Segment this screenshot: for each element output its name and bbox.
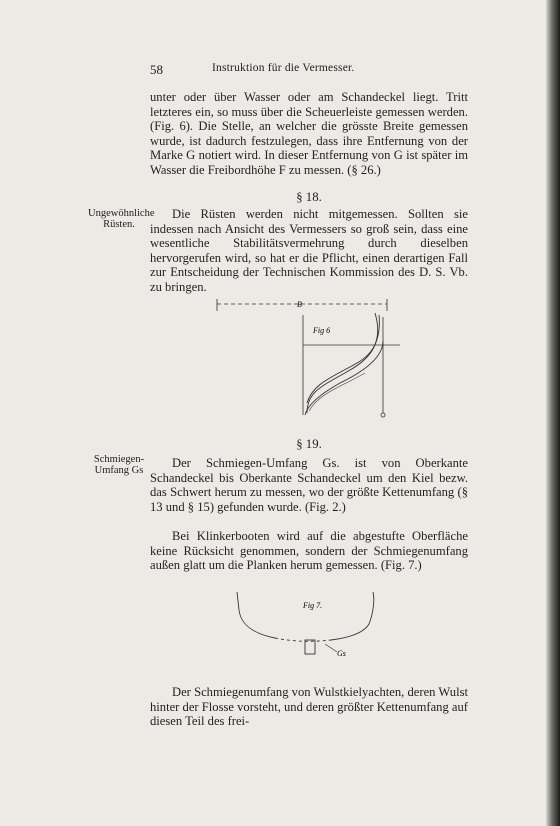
figure-6-drawing xyxy=(215,295,415,430)
figure-6-hull-curve-4 xyxy=(309,373,365,411)
book-binding-edge xyxy=(546,0,560,826)
figure-7-drawing xyxy=(225,590,385,670)
figure-7-label-gs: Gs xyxy=(337,649,346,658)
margin-note-ruesten: Ungewöhnliche Rüsten. xyxy=(88,208,155,230)
page-number: 58 xyxy=(150,62,163,77)
figure-6-caption: Fig 6 xyxy=(313,326,331,335)
paragraph-ruesten: Die Rüsten werden nicht mitgemessen. Sollten sie indessen nach Ansicht des Vermessers so groß sein, dass eine wesentliche Stabilitätsvermehrung durch dieselben hervorgerufen wird, so hat er die Pflicht, einen derartigen Fall zur Entscheidung der Technischen Kommission des D. S. Vb. zu bringen. xyxy=(150,207,468,294)
paragraph-grosste-breite: unter oder über Wasser oder am Schandeckel liegt. Tritt letzteres ein, so muss über die Scheuerleiste gemessen werden. (Fig. 6). Die Stelle, an welcher die grösste Breite gemessen wurde, ist dadurch festzulegen, dass ihre Entfernung von der Marke G notiert wird. In dieser Entfernung von G ist später im Wasser die Freibordhöhe F zu messen. (§ 26.) xyxy=(150,90,468,177)
figure-7-keel xyxy=(305,640,315,654)
figure-6-mark xyxy=(381,413,385,417)
figure-7-hull-left xyxy=(237,592,275,638)
section-heading-19: § 19. xyxy=(296,437,322,451)
figure-6-label-b: B xyxy=(297,300,302,309)
section-heading-18: § 18. xyxy=(296,190,322,204)
running-title: Instruktion für die Vermesser. xyxy=(212,62,355,74)
paragraph-klinkerboote: Bei Klinkerbooten wird auf die abgestufte Oberfläche keine Rücksicht genommen, sondern der Schmiegenumfang außen glatt um die Planken herum gemessen. (Fig. 7.) xyxy=(150,529,468,573)
paragraph-wulstkielyachten: Der Schmiegenumfang von Wulstkielyachten, deren Wulst hinter der Flosse vorsteht, und deren größter Kettenumfang auf diesen Teil des frei- xyxy=(150,685,468,729)
figure-7-caption: Fig 7. xyxy=(303,601,323,610)
figure-7-pointer xyxy=(325,644,337,652)
figure-7-bottom xyxy=(275,638,331,641)
paragraph-schmiegen-umfang: Der Schmiegen-Umfang Gs. ist von Oberkante Schandeckel bis Oberkante Schandeckel um den Kiel bezw. das Schwert herum zu messen, wo der größte Kettenumfang (§ 13 und § 15) gefunden wurde. (Fig. 2.) xyxy=(150,456,468,514)
figure-7-hull-right xyxy=(331,592,374,640)
figure-6 xyxy=(215,295,415,430)
page-header xyxy=(150,62,470,78)
figure-7 xyxy=(225,590,385,670)
margin-note-schmiegen-umfang: Schmiegen-Umfang Gs xyxy=(93,454,145,476)
